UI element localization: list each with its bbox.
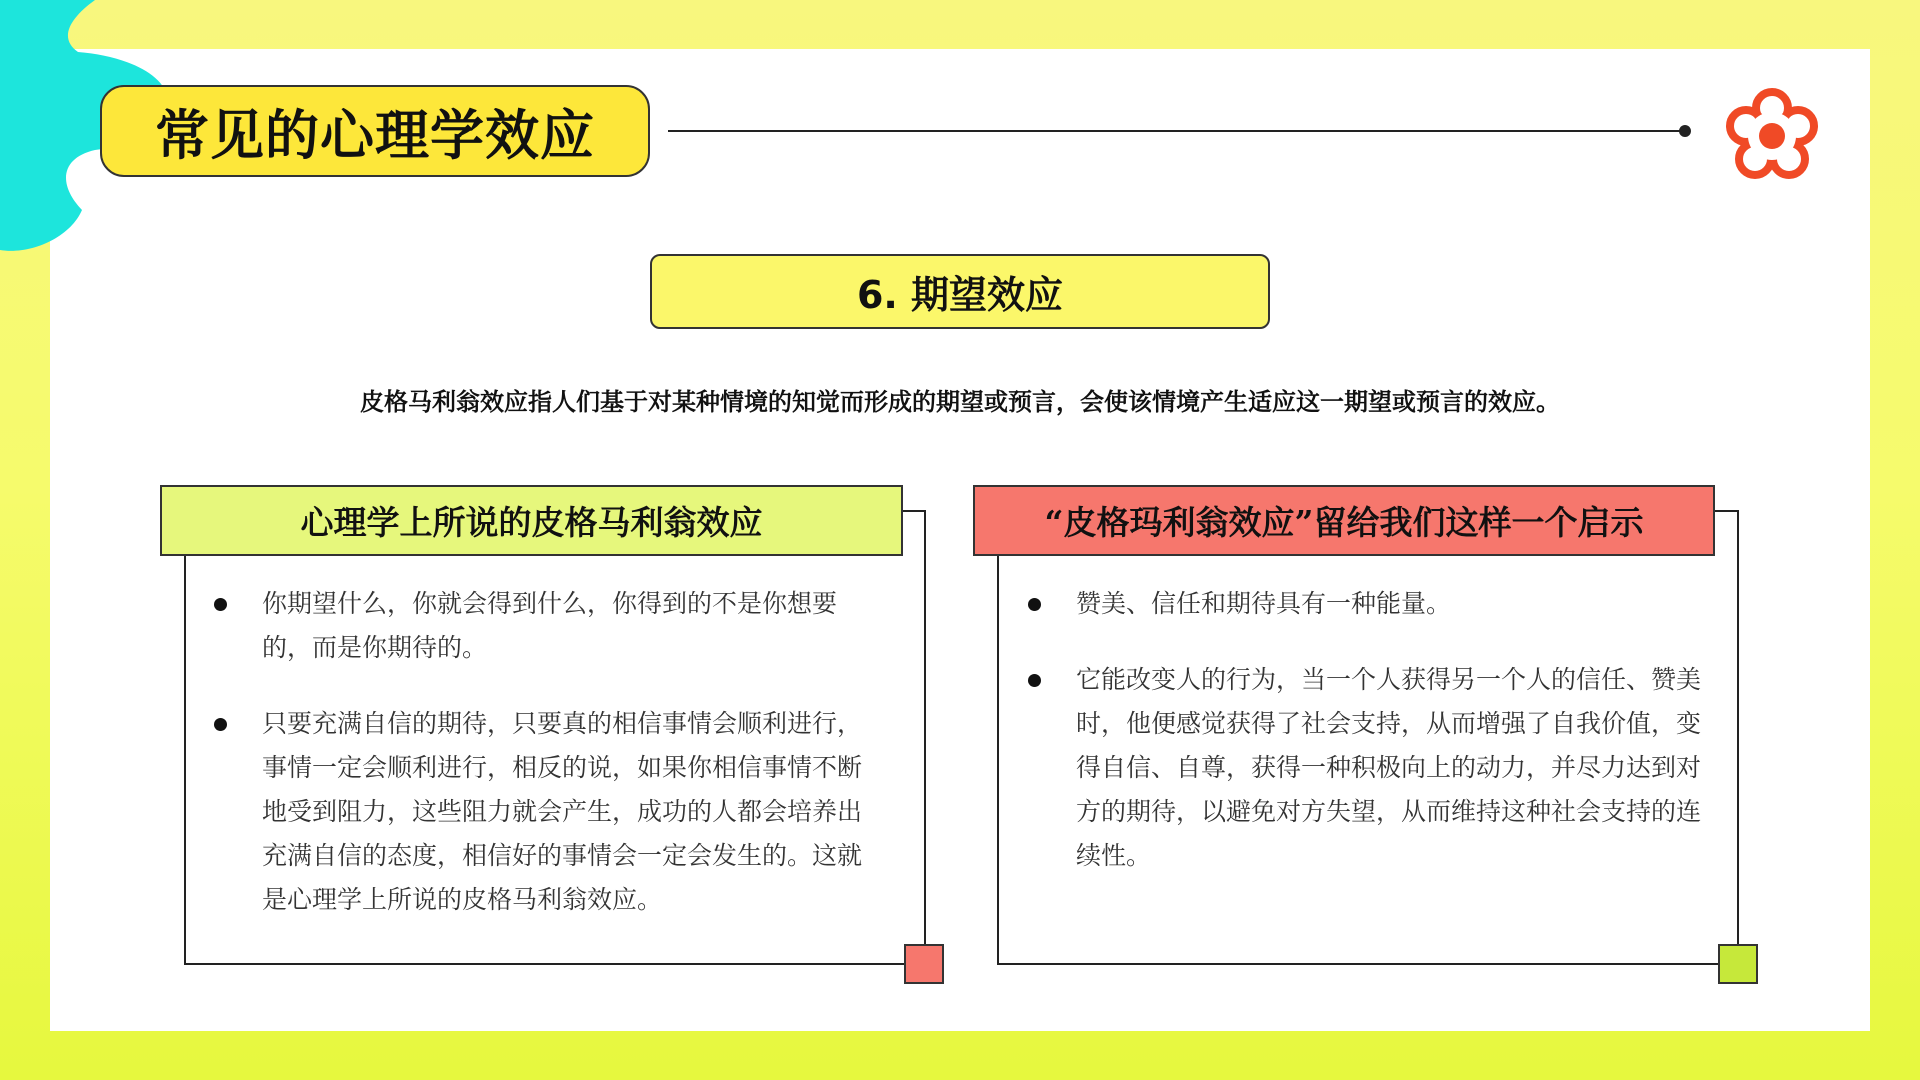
title-pill xyxy=(100,85,650,177)
card-heading-right: “皮格玛利翁效应”留给我们这样一个启示 xyxy=(973,485,1715,556)
bullet-icon xyxy=(1028,598,1041,611)
page-title: 常见的心理学效应 xyxy=(155,102,595,167)
card-list-right xyxy=(1028,582,1708,910)
card-list-left xyxy=(214,582,882,954)
corner-square-red xyxy=(904,944,944,984)
list-item xyxy=(1028,658,1708,878)
header-divider-dot xyxy=(1679,125,1691,137)
list-item-text: 赞美、信任和期待具有一种能量。 xyxy=(1076,589,1452,618)
section-title: 6. 期望效应 xyxy=(856,273,1064,317)
list-item xyxy=(214,702,882,922)
list-item-text: 只要充满自信的期待，只要真的相信事情会顺利进行，事情一定会顺利进行，相反的说，如果你相信事情不断地受到阻力，这些阻力就会产生，成功的人都会培养出充满自信的态度，相信好的事情会一定会发生的。这就是心理学上所说的皮格马利翁效应。 xyxy=(262,709,863,914)
corner-square-green xyxy=(1718,944,1758,984)
flower-icon xyxy=(1720,84,1824,188)
bullet-icon xyxy=(214,598,227,611)
list-item xyxy=(1028,582,1708,626)
list-item-text: 它能改变人的行为，当一个人获得另一个人的信任、赞美时，他便感觉获得了社会支持，从而增强了自我价值，变得自信、自尊，获得一种积极向上的动力，并尽力达到对方的期待，以避免对方失望，从而维持这种社会支持的连续性。 xyxy=(1076,665,1702,870)
bullet-icon xyxy=(214,718,227,731)
section-intro: 皮格马利翁效应指人们基于对某种情境的知觉而形成的期望或预言，会使该情境产生适应这一期望或预言的效应。 xyxy=(360,387,1560,416)
header-divider-line xyxy=(668,130,1688,132)
section-title-pill xyxy=(650,254,1270,329)
list-item-text: 你期望什么，你就会得到什么，你得到的不是你想要的，而是你期待的。 xyxy=(262,589,838,662)
list-item xyxy=(214,582,882,670)
bullet-icon xyxy=(1028,674,1041,687)
card-heading-left: 心理学上所说的皮格马利翁效应 xyxy=(160,485,903,556)
